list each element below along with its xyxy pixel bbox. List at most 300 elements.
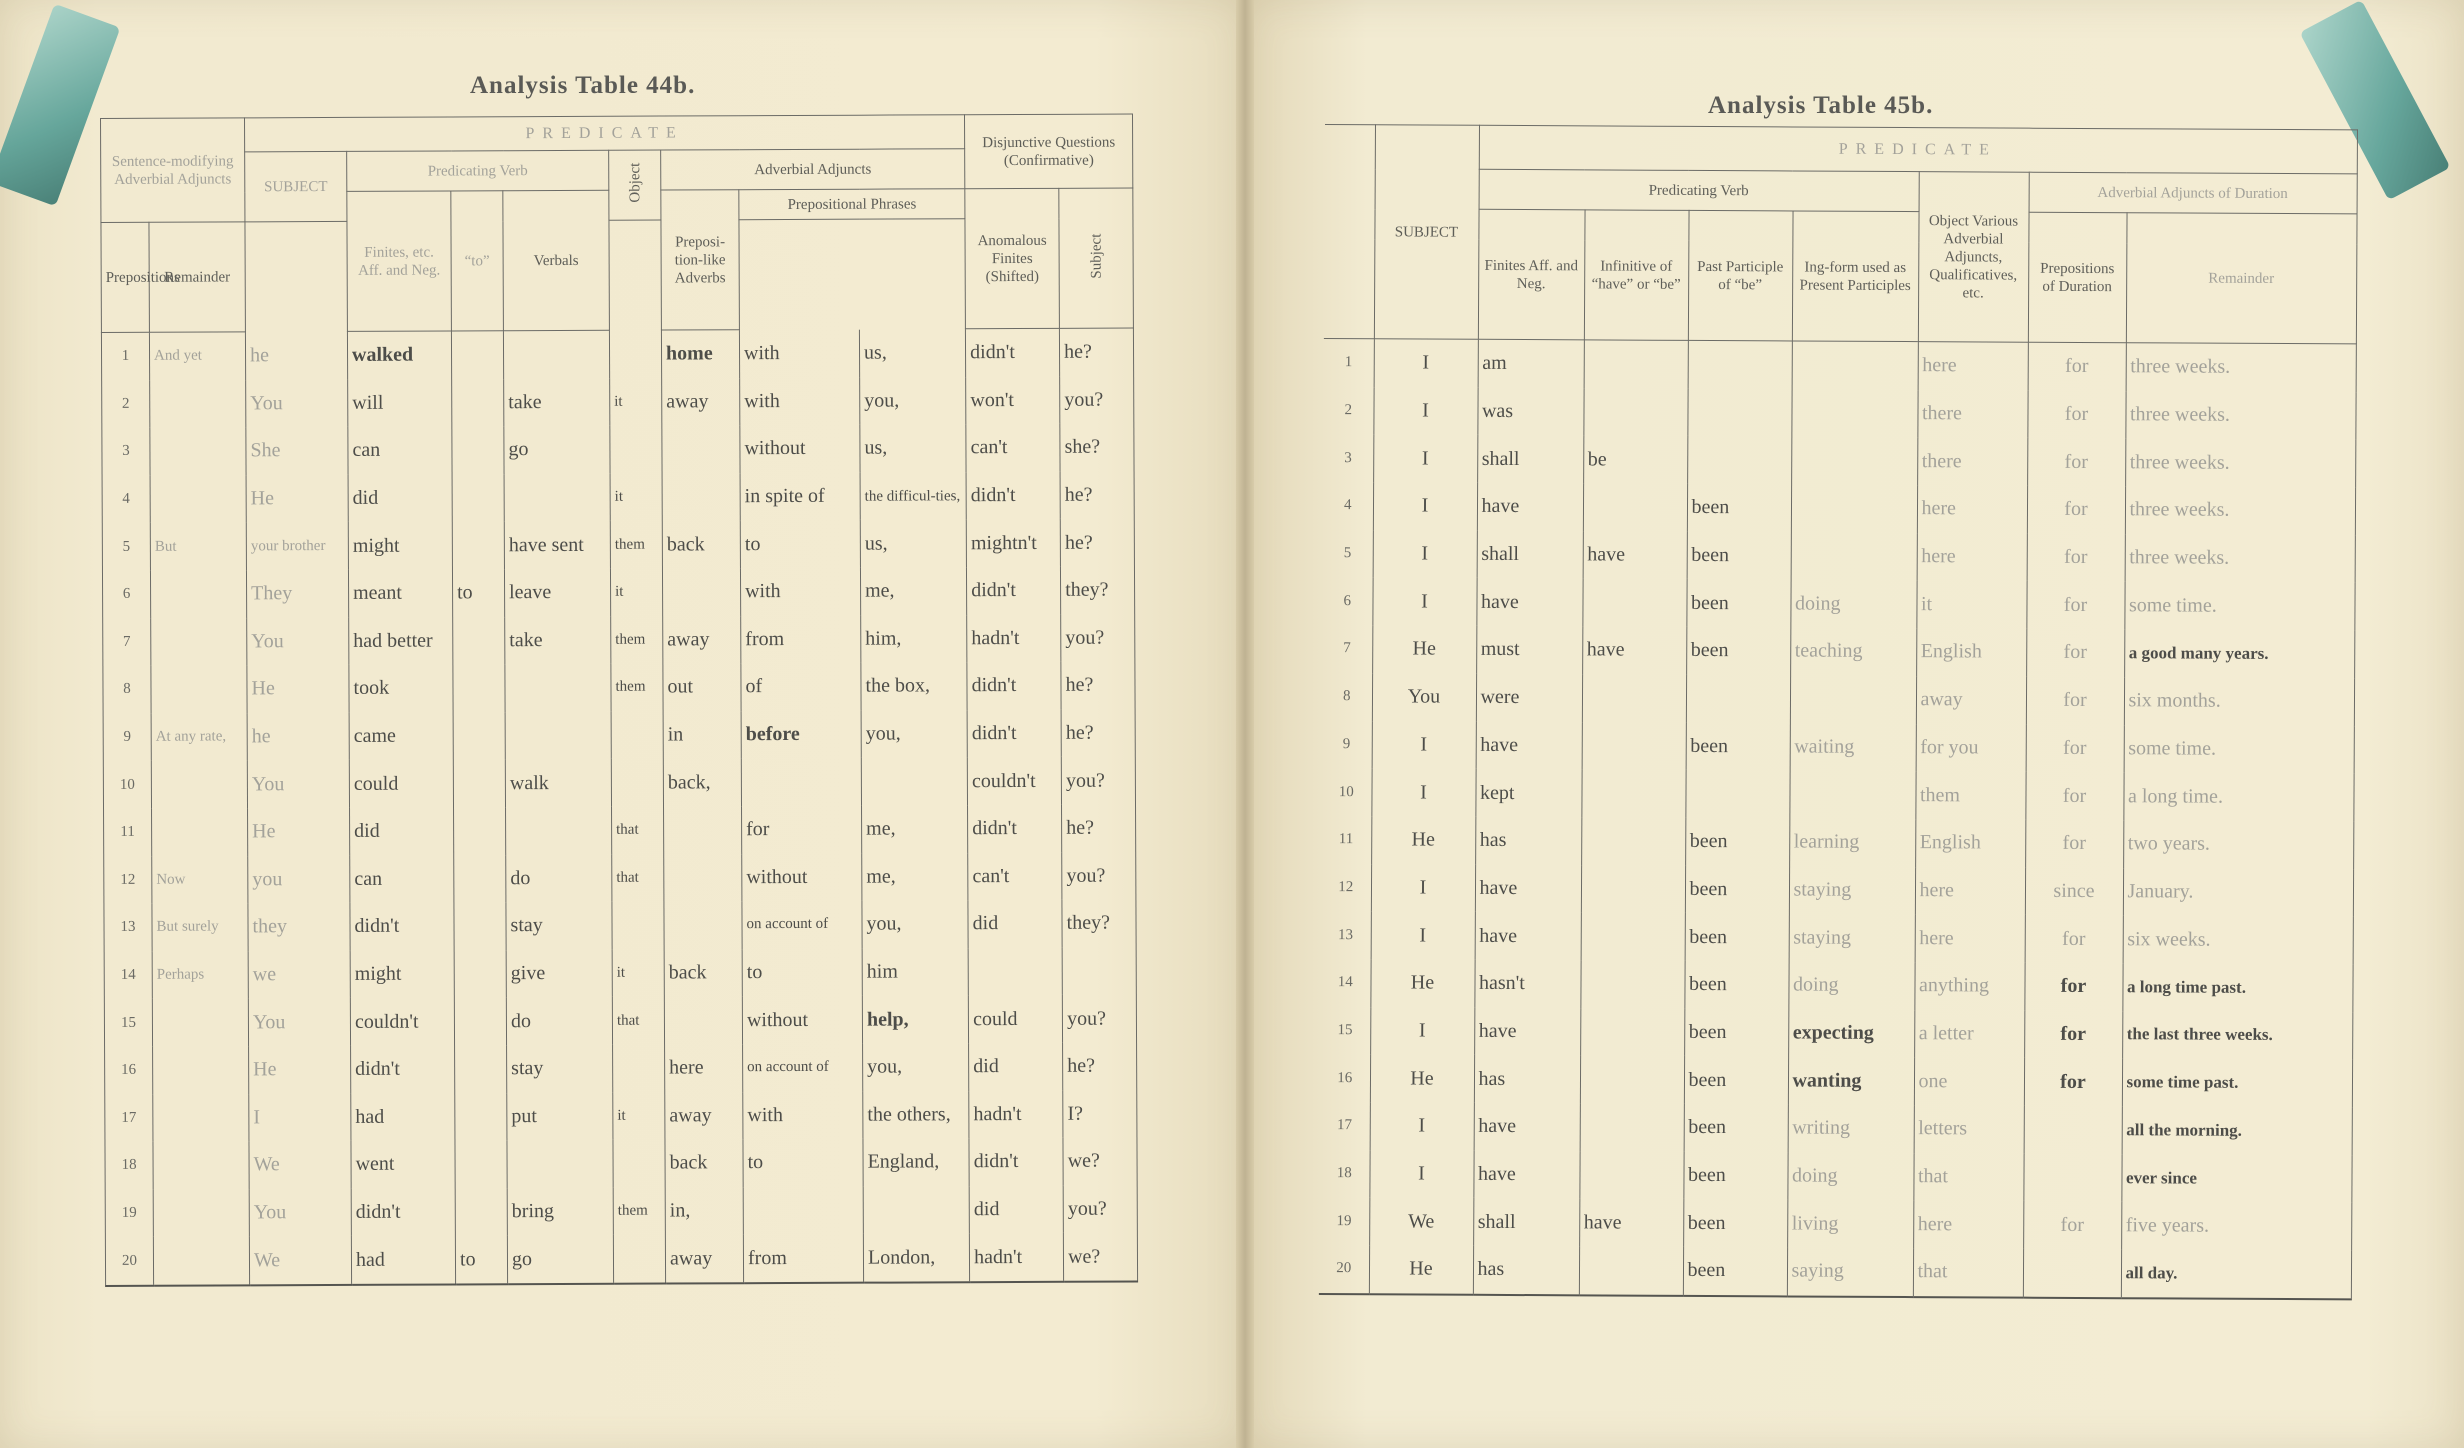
subject-cell: He	[1371, 816, 1475, 864]
anomalous-finite-cell: mightn't	[966, 519, 1060, 567]
row-number: 3	[1323, 434, 1373, 482]
finite-cell: had better	[349, 617, 453, 665]
finite-cell: must	[1476, 626, 1582, 674]
to-cell	[452, 426, 504, 474]
table-row	[105, 1233, 1137, 1286]
remainder-cell: me,	[860, 567, 966, 615]
table-row	[1319, 1150, 2351, 1203]
ing-form-cell: expecting	[1788, 1009, 1914, 1057]
preposition-cell: without	[742, 996, 862, 1044]
remainder-cell: a long time.	[2123, 772, 2353, 821]
past-participle-cell: been	[1686, 722, 1790, 770]
table-row	[102, 519, 1134, 571]
preposition-cell: with	[739, 329, 859, 378]
row-number: 13	[104, 904, 152, 952]
finite-cell: did	[348, 474, 452, 522]
preposition-cell: for	[2028, 342, 2126, 391]
finite-cell: have	[1476, 721, 1582, 769]
verbal-cell: go	[504, 426, 610, 474]
object-cell	[613, 1235, 665, 1284]
adverb-cell: here	[665, 1044, 743, 1092]
object-cell: them	[611, 664, 663, 712]
object-cell: there	[1917, 390, 2027, 438]
preposition-cell: for	[2026, 676, 2124, 724]
subject-cell: I	[1371, 864, 1475, 912]
header-remainder: Remainder	[2126, 213, 2357, 344]
finite-cell: have	[1475, 864, 1581, 912]
sentence-modifier-cell	[153, 1046, 249, 1094]
ing-form-cell	[1791, 437, 1917, 485]
header-object-various: Object Various Adverbial Adjuncts, Qualificatives, etc.	[1918, 172, 2029, 343]
object-cell	[609, 330, 661, 378]
subject-cell: He	[1370, 959, 1474, 1007]
table-row	[1322, 577, 2354, 630]
header-prepositions-duration: Prepositions of Duration	[2028, 212, 2127, 343]
remainder-cell: all the morning.	[2122, 1106, 2352, 1155]
preposition-cell: since	[2025, 867, 2123, 915]
subject-cell: He	[1369, 1245, 1473, 1294]
remainder-cell: some time past.	[2122, 1058, 2352, 1107]
to-cell	[453, 760, 505, 808]
finite-cell: did	[350, 807, 454, 855]
finite-cell: meant	[348, 569, 452, 617]
infinitive-cell: have	[1583, 531, 1687, 579]
finite-cell: am	[1478, 339, 1584, 388]
table-row	[104, 804, 1136, 856]
adverb-cell: home	[661, 330, 739, 378]
anomalous-finite-cell: hadn't	[967, 614, 1061, 662]
finite-cell: might	[348, 522, 452, 570]
remainder-cell: some time.	[2124, 725, 2354, 774]
finite-cell: could	[349, 760, 453, 808]
preposition-cell: before	[741, 710, 861, 758]
preposition-cell: without	[742, 853, 862, 901]
preposition-cell: for	[2027, 533, 2125, 581]
verbal-cell: stay	[506, 902, 612, 950]
past-participle-cell: been	[1685, 913, 1789, 961]
row-number: 12	[1321, 864, 1371, 912]
row-number: 13	[1321, 911, 1371, 959]
anomalous-finite-cell: did	[969, 1043, 1063, 1091]
header-predicate: PREDICATE	[1479, 125, 2357, 174]
header-predicating-verb: Predicating Verb	[347, 150, 609, 191]
preposition-cell: for	[2025, 772, 2123, 820]
finite-cell: came	[349, 712, 453, 760]
subject-cell: you	[248, 855, 350, 903]
row-number: 4	[102, 476, 150, 524]
subject-cell: He	[1370, 1055, 1474, 1103]
preposition-cell: for	[2024, 1010, 2122, 1058]
anomalous-finite-cell: couldn't	[967, 757, 1061, 805]
adverb-cell: out	[663, 663, 741, 711]
finite-cell: were	[1476, 674, 1582, 722]
header-adverbial-adjuncts: Adverbial Adjuncts	[661, 149, 965, 190]
sentence-modifier-cell	[150, 570, 246, 618]
finite-cell: will	[348, 379, 452, 427]
header-subject-2: Subject	[1059, 188, 1134, 328]
table-row	[104, 900, 1136, 952]
finite-cell: had	[351, 1093, 455, 1141]
subject-cell: I	[1373, 482, 1477, 530]
header-subject: SUBJECT	[1374, 125, 1479, 340]
infinitive-cell	[1583, 483, 1687, 531]
infinitive-cell	[1582, 722, 1686, 770]
finite-cell: have	[1474, 1103, 1580, 1151]
to-cell	[453, 664, 505, 712]
table-row	[105, 1042, 1137, 1094]
subject-tag-cell: he?	[1061, 662, 1135, 710]
subject-cell: She	[246, 427, 348, 475]
subject-cell: I	[1373, 387, 1477, 435]
table-row	[1321, 911, 2353, 964]
remainder-cell	[861, 758, 967, 806]
ing-form-cell: doing	[1790, 580, 1916, 628]
preposition-cell: for	[2025, 820, 2123, 868]
to-cell: to	[452, 569, 504, 617]
finite-cell: have	[1476, 578, 1582, 626]
sentence-modifier-cell	[150, 380, 246, 428]
object-cell: it	[613, 1092, 665, 1140]
subject-cell: your brother	[246, 522, 348, 570]
header-adverbial-duration: Adverbial Adjuncts of Duration	[2029, 172, 2357, 214]
sentence-modifier-cell	[153, 1189, 249, 1237]
infinitive-cell	[1580, 960, 1684, 1008]
object-cell: here	[1917, 485, 2027, 533]
finite-cell: can	[350, 855, 454, 903]
infinitive-cell: have	[1579, 1199, 1683, 1247]
preposition-cell: with	[740, 568, 860, 616]
verbal-cell	[507, 1140, 613, 1188]
preposition-cell: for	[2026, 581, 2124, 629]
infinitive-cell	[1580, 1008, 1684, 1056]
object-cell: that	[612, 854, 664, 902]
object-cell: it	[610, 378, 662, 426]
ing-form-cell: doing	[1787, 1152, 1913, 1200]
adverb-cell	[664, 901, 742, 949]
object-cell: it	[610, 473, 662, 521]
preposition-cell	[2023, 1153, 2121, 1201]
header-finites: Finites Aff. and Neg.	[1478, 209, 1585, 340]
subject-cell: I	[1373, 435, 1477, 483]
finite-cell: didn't	[351, 1045, 455, 1093]
sentence-modifier-cell	[150, 428, 246, 476]
verbal-cell: do	[506, 854, 612, 902]
finite-cell: shall	[1477, 531, 1583, 579]
anomalous-finite-cell: didn't	[966, 328, 1060, 377]
finite-cell: shall	[1473, 1198, 1579, 1246]
header-ing-form: Ing-form used as Present Participles	[1792, 211, 1919, 342]
row-number: 8	[103, 666, 151, 714]
preposition-cell: for	[2027, 486, 2125, 534]
row-number: 4	[1323, 482, 1373, 530]
table-row	[104, 995, 1136, 1047]
infinitive-cell	[1580, 1056, 1684, 1104]
row-number: 10	[1321, 768, 1371, 816]
subject-cell: We	[249, 1141, 351, 1189]
finite-cell: has	[1474, 1055, 1580, 1103]
remainder-cell: England,	[863, 1138, 969, 1186]
remainder-cell: all day.	[2121, 1249, 2351, 1299]
remainder-cell: him,	[861, 615, 967, 663]
finite-cell: has	[1473, 1246, 1579, 1295]
verbal-cell	[504, 474, 610, 522]
to-cell	[452, 522, 504, 570]
past-participle-cell: been	[1683, 1152, 1787, 1200]
preposition-cell: for	[2024, 1058, 2122, 1106]
anomalous-finite-cell: did	[968, 900, 1062, 948]
table-row	[1323, 387, 2355, 440]
table-row	[1324, 338, 2356, 392]
past-participle-cell: been	[1684, 961, 1788, 1009]
verbal-cell	[503, 330, 609, 379]
verbal-cell: put	[507, 1092, 613, 1140]
preposition-cell: in spite of	[740, 472, 860, 520]
to-cell	[454, 807, 506, 855]
ing-form-cell	[1791, 389, 1917, 437]
row-number: 9	[1322, 720, 1372, 768]
table-row	[105, 1138, 1137, 1190]
object-cell: that	[1913, 1153, 2023, 1201]
remainder-cell: six months.	[2124, 677, 2354, 726]
object-cell: here	[1915, 914, 2025, 962]
object-cell: anything	[1914, 962, 2024, 1010]
subject-cell: You	[247, 617, 349, 665]
finite-cell: can	[348, 427, 452, 475]
row-number: 9	[103, 714, 151, 762]
subject-tag-cell: I?	[1063, 1090, 1137, 1138]
object-cell: away	[1916, 676, 2026, 724]
infinitive-cell	[1582, 579, 1686, 627]
object-cell: that	[612, 806, 664, 854]
remainder-cell: six weeks.	[2123, 915, 2353, 964]
subject-cell: We	[249, 1236, 351, 1285]
to-cell	[452, 379, 504, 427]
sentence-modifier-cell	[153, 1141, 249, 1189]
subject-cell: I	[249, 1093, 351, 1141]
remainder-cell: three weeks.	[2125, 439, 2355, 488]
past-participle-cell	[1687, 436, 1791, 484]
ing-form-cell: staying	[1789, 914, 1915, 962]
past-participle-cell: been	[1687, 484, 1791, 532]
finite-cell: walked	[347, 331, 451, 380]
to-cell	[455, 1140, 507, 1188]
preposition-cell: for	[2025, 915, 2123, 963]
to-cell	[455, 1093, 507, 1141]
row-number: 8	[1322, 673, 1372, 721]
sentence-modifier-cell	[153, 1094, 249, 1142]
table-row	[104, 947, 1136, 999]
object-cell: that	[612, 997, 664, 1045]
preposition-cell: with	[740, 377, 860, 425]
verbal-cell	[506, 807, 612, 855]
finite-cell: might	[350, 950, 454, 998]
row-number: 3	[102, 428, 150, 476]
adverb-cell: back	[662, 521, 740, 569]
anomalous-finite-cell: didn't	[969, 1138, 1063, 1186]
anomalous-finite-cell: didn't	[966, 472, 1060, 520]
sentence-modifier-cell	[150, 475, 246, 523]
remainder-cell: London,	[863, 1233, 969, 1282]
preposition-cell	[743, 1186, 863, 1234]
subject-cell: I	[1371, 768, 1475, 816]
subject-cell: they	[248, 903, 350, 951]
subject-tag-cell: he?	[1060, 519, 1134, 567]
header-predicating-verb: Predicating Verb	[1479, 169, 1919, 211]
row-number: 16	[1320, 1054, 1370, 1102]
object-cell: for you	[1916, 724, 2026, 772]
remainder-cell: a good many years.	[2124, 629, 2354, 678]
infinitive-cell	[1583, 388, 1687, 436]
analysis-table-45b	[1319, 124, 2358, 1300]
object-cell: them	[1915, 771, 2025, 819]
header-disjunctive-questions: Disjunctive Questions (Confirmative)	[965, 114, 1133, 189]
header-sentence-modifying: Sentence-modifying Adverbial Adjuncts	[101, 118, 245, 223]
sentence-modifier-cell	[151, 618, 247, 666]
header-past-participle: Past Participle of “be”	[1688, 210, 1793, 341]
anomalous-finite-cell: hadn't	[969, 1090, 1063, 1138]
adverb-cell	[662, 568, 740, 616]
subject-cell: he	[245, 331, 347, 380]
row-number: 17	[1320, 1102, 1370, 1150]
remainder-cell: three weeks.	[2125, 534, 2355, 583]
subject-tag-cell: he?	[1061, 709, 1135, 757]
finite-cell: have	[1473, 1150, 1579, 1198]
ing-form-cell	[1789, 771, 1915, 819]
past-participle-cell: been	[1685, 865, 1789, 913]
header-prepositional-phrases: Prepositional Phrases	[739, 189, 965, 220]
ing-form-cell: waiting	[1790, 723, 1916, 771]
header-prepositions: Prepositions	[101, 222, 149, 332]
adverb-cell	[664, 854, 742, 902]
preposition-cell: to	[742, 948, 862, 996]
remainder-cell: the difficul-ties,	[860, 472, 966, 520]
object-cell	[611, 759, 663, 807]
row-number: 1	[101, 332, 149, 380]
ing-form-cell: saying	[1787, 1247, 1913, 1296]
subject-cell: I	[1370, 1102, 1474, 1150]
table-row	[103, 662, 1135, 714]
preposition-cell: without	[740, 425, 860, 473]
table-row	[103, 757, 1135, 809]
object-cell: it	[610, 569, 662, 617]
subject-cell: He	[249, 1046, 351, 1094]
verbal-cell: take	[505, 616, 611, 664]
anomalous-finite-cell: didn't	[968, 805, 1062, 853]
table-row	[102, 566, 1134, 618]
header-preposition-like-adverbs: Preposi-tion-like Adverbs	[661, 190, 740, 330]
adverb-cell	[662, 473, 740, 521]
object-cell: a letter	[1914, 1010, 2024, 1058]
header-finites: Finites, etc. Aff. and Neg.	[347, 191, 452, 331]
adverb-cell	[662, 425, 740, 473]
object-cell: letters	[1914, 1105, 2024, 1153]
table-row	[1321, 768, 2353, 821]
to-cell	[455, 1188, 507, 1236]
to-cell	[454, 950, 506, 998]
object-cell: here	[1913, 1200, 2023, 1248]
verbal-cell: give	[506, 949, 612, 997]
remainder-cell: us,	[860, 520, 966, 568]
preposition-cell: from	[741, 615, 861, 663]
subject-tag-cell: he?	[1062, 804, 1136, 852]
right-table-title: Analysis Table 45b.	[1708, 92, 1934, 119]
preposition-cell: on account of	[742, 901, 862, 949]
anomalous-finite-cell: can't	[968, 852, 1062, 900]
table-row	[1322, 625, 2354, 678]
object-cell: it	[1916, 581, 2026, 629]
ing-form-cell	[1791, 532, 1917, 580]
past-participle-cell: been	[1686, 627, 1790, 675]
table-row	[103, 709, 1135, 761]
anomalous-finite-cell: did	[969, 1185, 1063, 1233]
remainder-cell: me,	[862, 853, 968, 901]
header-anomalous-finites: Anomalous Finites (Shifted)	[965, 188, 1060, 328]
adverb-cell: in,	[665, 1187, 743, 1235]
row-number: 20	[1319, 1245, 1369, 1294]
table-row	[1321, 816, 2353, 869]
row-number: 15	[1320, 1007, 1370, 1055]
subject-cell: You	[249, 1189, 351, 1237]
to-cell	[452, 474, 504, 522]
row-number: 7	[1322, 625, 1372, 673]
remainder-cell: three weeks.	[2125, 391, 2355, 440]
subject-cell: He	[1372, 625, 1476, 673]
ing-form-cell	[1791, 485, 1917, 533]
object-cell: English	[1915, 819, 2025, 867]
verbal-cell: stay	[507, 1045, 613, 1093]
subject-tag-cell	[1062, 947, 1136, 995]
subject-tag-cell: she?	[1060, 424, 1134, 472]
remainder-cell: the box,	[861, 662, 967, 710]
infinitive-cell	[1579, 1151, 1683, 1199]
past-participle-cell: been	[1686, 579, 1790, 627]
infinitive-cell	[1584, 340, 1688, 389]
anomalous-finite-cell: can't	[966, 424, 1060, 472]
remainder-cell: you,	[862, 900, 968, 948]
object-cell: here	[1915, 867, 2025, 915]
preposition-cell	[2024, 1106, 2122, 1154]
sentence-modifier-cell	[152, 808, 248, 856]
subject-cell: we	[248, 951, 350, 999]
row-number: 6	[1322, 577, 1372, 625]
finite-cell: had	[351, 1236, 455, 1285]
finite-cell: didn't	[350, 903, 454, 951]
sentence-modifier-cell: Perhaps	[152, 951, 248, 999]
subject-cell: I	[1372, 721, 1476, 769]
verbal-cell: leave	[504, 569, 610, 617]
preposition-cell: from	[743, 1234, 863, 1283]
ing-form-cell: staying	[1789, 866, 1915, 914]
subject-cell: He	[247, 665, 349, 713]
remainder-cell: three weeks.	[2125, 486, 2355, 535]
table-row	[1320, 1007, 2352, 1060]
remainder-cell: three weeks.	[2126, 343, 2356, 392]
table-row	[102, 376, 1134, 428]
finite-cell: have	[1477, 483, 1583, 531]
object-cell: there	[1917, 437, 2027, 485]
row-number: 6	[102, 571, 150, 619]
ing-form-cell: doing	[1788, 961, 1914, 1009]
row-number: 1	[1324, 338, 1374, 386]
table-row	[1322, 720, 2354, 773]
infinitive-cell: have	[1582, 626, 1686, 674]
to-cell	[454, 902, 506, 950]
object-cell: here	[1917, 533, 2027, 581]
verbal-cell: go	[507, 1235, 613, 1284]
past-participle-cell: been	[1687, 532, 1791, 580]
header-remainder: Remainder	[149, 222, 245, 332]
infinitive-cell	[1579, 1246, 1683, 1295]
